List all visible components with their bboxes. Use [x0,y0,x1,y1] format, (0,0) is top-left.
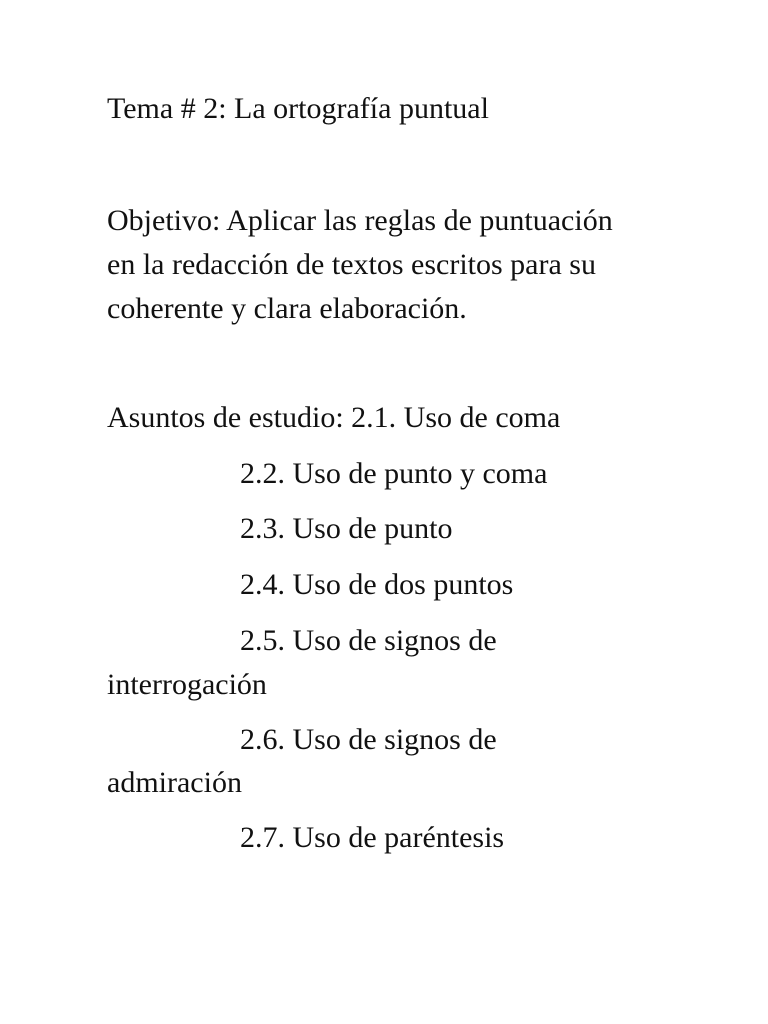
page-title: Tema # 2: La ortografía puntual [107,92,489,125]
topic-item-2-3: 2.3. Uso de punto [240,512,453,545]
topic-item-2-2: 2.2. Uso de punto y coma [240,457,548,490]
topic-item-2-6: 2.6. Uso de signos de [240,723,497,756]
topics-label [107,396,560,440]
topic-item-2-5: 2.5. Uso de signos de [240,624,497,657]
topics-label-text: Asuntos de estudio: [107,401,344,434]
objective-line-3: coherente y clara elaboración. [107,292,467,325]
topic-item-2-6-continuation: admiración [107,766,242,799]
topic-item-2-4: 2.4. Uso de dos puntos [240,568,514,601]
topic-item-2-7: 2.7. Uso de paréntesis [240,821,505,854]
objective-line-2: en la redacción de textos escritos para su [107,248,596,281]
objective-line-1: Objetivo: Aplicar las reglas de puntuación [107,204,613,237]
topic-item-2-5-continuation: interrogación [107,668,267,701]
topic-item-2-1: 2.1. Uso de coma [351,401,561,434]
